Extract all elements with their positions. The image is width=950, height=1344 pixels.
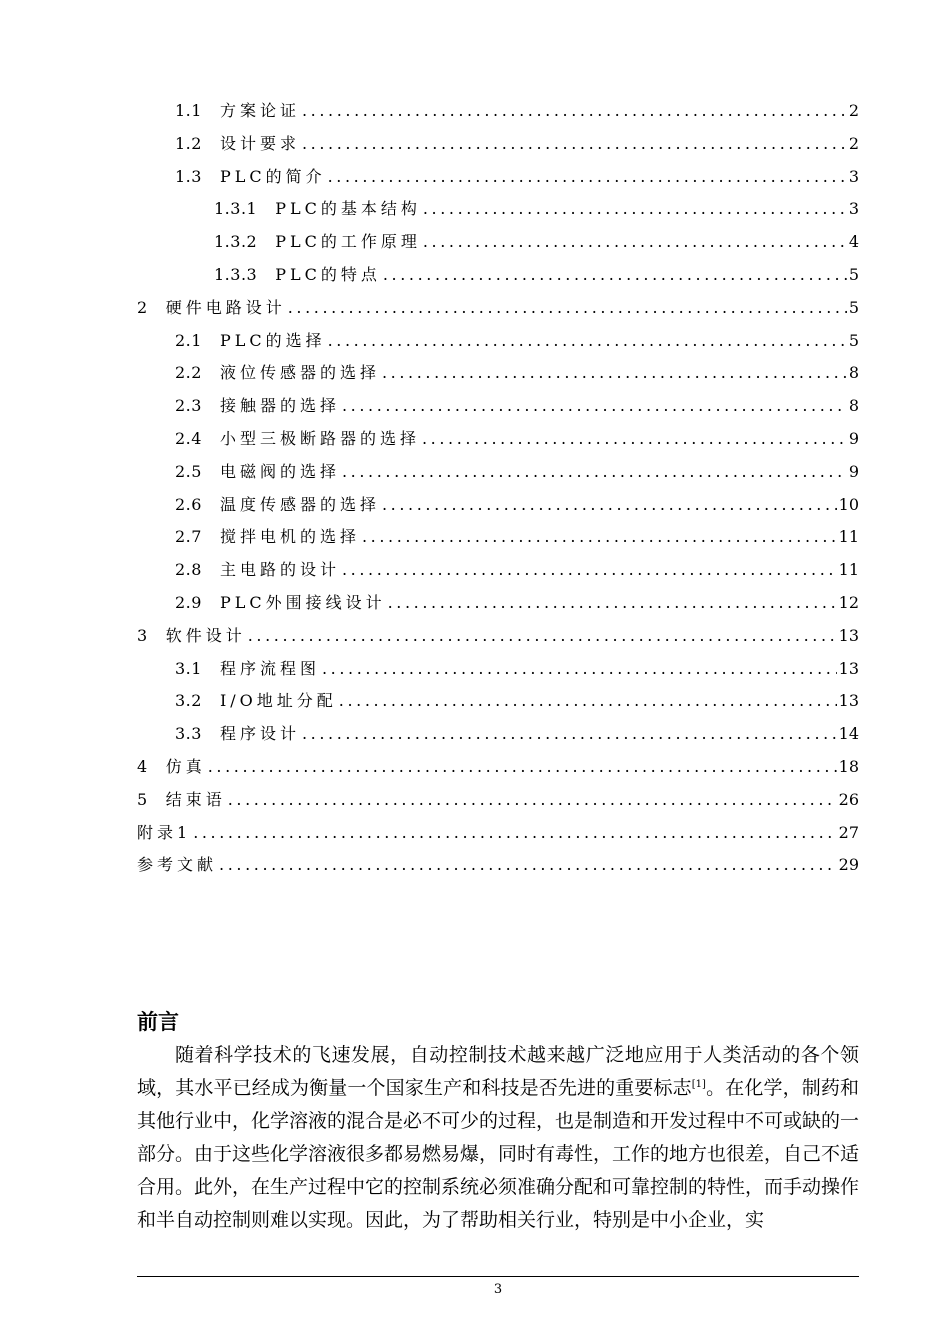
toc-entry-page: 14 xyxy=(838,724,859,744)
toc-entry-number: 2.2 xyxy=(175,363,202,383)
toc-entry[interactable] xyxy=(175,324,859,357)
toc-entry-page: 12 xyxy=(838,593,859,612)
toc-entry[interactable] xyxy=(175,717,859,750)
toc-entry[interactable] xyxy=(137,619,859,652)
toc-entry-page: 29 xyxy=(838,855,859,875)
toc-leader-dots xyxy=(302,94,847,127)
toc-entry-title: 小型三极断路器的选择 xyxy=(219,429,420,448)
toc-entry-number: 2 xyxy=(137,297,148,317)
toc-entry[interactable] xyxy=(214,192,859,225)
toc-entry-page: 9 xyxy=(848,429,859,448)
citation-marker[interactable]: [1] xyxy=(691,1079,706,1090)
toc-entry-number: 2.9 xyxy=(175,593,202,612)
toc-entry-title: 硬件电路设计 xyxy=(165,297,286,317)
toc-entry[interactable] xyxy=(175,389,859,422)
toc-entry-number: 1.3.1 xyxy=(214,199,258,219)
toc-leader-dots xyxy=(342,389,847,422)
intro-paragraph xyxy=(137,1039,859,1237)
toc-entry[interactable] xyxy=(175,160,859,193)
toc-entry-page: 5 xyxy=(848,297,859,317)
toc-entry-number: 2.3 xyxy=(175,396,202,416)
toc-entry[interactable] xyxy=(137,816,859,849)
toc-entry-page: 5 xyxy=(848,330,859,350)
toc-leader-dots xyxy=(339,684,837,717)
toc-leader-dots xyxy=(388,586,837,619)
toc-entry-number: 2.4 xyxy=(175,429,202,448)
toc-leader-dots xyxy=(342,553,837,586)
toc-entry-number: 1.3 xyxy=(175,166,202,186)
toc-entry[interactable] xyxy=(175,488,859,521)
section-heading: 前言 xyxy=(137,1010,179,1034)
toc-leader-dots xyxy=(228,783,837,816)
toc-entry-title: 参考文献 xyxy=(137,855,218,875)
toc-entry-title: 主电路的设计 xyxy=(219,560,340,580)
toc-entry-page: 3 xyxy=(848,199,859,219)
toc-entry-title: 仿真 xyxy=(165,757,206,776)
toc-entry-title: PLC的工作原理 xyxy=(275,232,421,252)
toc-entry-page: 8 xyxy=(848,396,859,416)
toc-entry-title: 接触器的选择 xyxy=(219,396,340,416)
toc-entry[interactable] xyxy=(214,225,859,258)
toc-entry-title: 方案论证 xyxy=(219,101,300,120)
toc-entry-title: PLC的基本结构 xyxy=(275,199,421,219)
toc-leader-dots xyxy=(208,750,837,783)
toc-entry[interactable] xyxy=(137,291,859,324)
footer-divider xyxy=(137,1276,859,1277)
toc-entry-page: 2 xyxy=(848,133,859,153)
toc-entry-title: 液位传感器的选择 xyxy=(219,363,380,383)
toc-leader-dots xyxy=(302,717,837,750)
toc-leader-dots xyxy=(219,848,837,881)
toc-leader-dots xyxy=(322,652,837,685)
toc-entry-number: 2.5 xyxy=(175,461,202,481)
toc-leader-dots xyxy=(362,520,837,553)
toc-entry[interactable] xyxy=(175,422,859,455)
toc-entry-page: 11 xyxy=(838,560,859,580)
toc-entry[interactable] xyxy=(175,127,859,160)
toc-leader-dots xyxy=(382,356,847,389)
toc-entry[interactable] xyxy=(175,520,859,553)
toc-entry-number: 5 xyxy=(137,789,148,809)
toc-leader-dots xyxy=(423,225,847,258)
toc-entry-page: 5 xyxy=(848,265,859,284)
toc-entry-number: 3.1 xyxy=(175,658,202,678)
toc-entry-title: PLC的简介 xyxy=(219,166,326,186)
toc-entry-number: 1.3.2 xyxy=(214,232,258,252)
toc-entry[interactable] xyxy=(137,848,859,881)
toc-leader-dots xyxy=(288,291,847,324)
toc-leader-dots xyxy=(382,488,837,521)
toc-entry-number: 2.7 xyxy=(175,527,202,547)
toc-leader-dots xyxy=(342,455,847,488)
toc-entry-number: 2.1 xyxy=(175,330,202,350)
toc-entry-page: 26 xyxy=(838,789,859,809)
toc-entry-page: 3 xyxy=(848,166,859,186)
toc-leader-dots xyxy=(383,258,847,291)
toc-entry[interactable] xyxy=(175,356,859,389)
toc-entry-number: 3.3 xyxy=(175,724,202,744)
toc-leader-dots xyxy=(422,422,847,455)
toc-leader-dots xyxy=(302,127,847,160)
toc-entry-number: 4 xyxy=(137,757,148,776)
toc-entry-page: 10 xyxy=(838,494,859,514)
toc-entry-title: 程序流程图 xyxy=(219,658,320,678)
toc-entry[interactable] xyxy=(175,652,859,685)
toc-entry[interactable] xyxy=(175,94,859,127)
paragraph-text-1: 随着科学技术的飞速发展，自动控制技术越来越广泛地应用于人类活动的各个领域，其水平已经成为衡量一个国家生产和科技是否先进的重要标志 xyxy=(137,1044,859,1099)
toc-entry-page: 11 xyxy=(838,527,859,547)
toc-entry-title: 温度传感器的选择 xyxy=(219,494,380,514)
page-number: 3 xyxy=(493,1282,503,1297)
toc-entry[interactable] xyxy=(137,750,859,783)
toc-entry-number: 2.8 xyxy=(175,560,202,580)
toc-entry-title: PLC的特点 xyxy=(275,265,381,284)
toc-leader-dots xyxy=(328,324,847,357)
toc-entry-title: 电磁阀的选择 xyxy=(219,461,340,481)
toc-entry-title: 程序设计 xyxy=(219,724,300,744)
toc-entry-number: 3 xyxy=(137,625,148,645)
toc-entry-page: 2 xyxy=(848,101,859,120)
toc-entry[interactable] xyxy=(214,258,859,291)
toc-entry-page: 13 xyxy=(838,691,859,711)
toc-entry-title: I/O地址分配 xyxy=(219,691,337,711)
toc-entry-title: 设计要求 xyxy=(219,133,300,153)
toc-leader-dots xyxy=(423,192,847,225)
toc-entry-title: 结束语 xyxy=(165,789,226,809)
toc-entry-number: 2.6 xyxy=(175,494,202,514)
toc-entry[interactable] xyxy=(175,553,859,586)
toc-entry-page: 13 xyxy=(838,658,859,678)
toc-entry-page: 4 xyxy=(848,232,859,252)
paragraph-text-2: 。在化学，制药和其他行业中，化学溶液的混合是必不可少的过程，也是制造和开发过程中不可或缺的一部分。由于这些化学溶液很多都易燃易爆，同时有毒性，工作的地方也很差，自己不适合用。此外，在生产过程中它的控制系统必须准确分配和可靠控制的特性，而手动操作和半自动控制则难以实现。因此，为了帮助相关行业，特别是中小企业，实 xyxy=(137,1077,860,1231)
toc-entry-page: 18 xyxy=(838,757,859,776)
toc-entry-title: 搅拌电机的选择 xyxy=(219,527,360,547)
toc-entry-title: PLC外围接线设计 xyxy=(219,593,386,612)
toc-entry-title: PLC的选择 xyxy=(219,330,326,350)
toc-entry-page: 13 xyxy=(838,625,859,645)
toc-entry-number: 1.1 xyxy=(175,101,202,120)
body-text xyxy=(137,1039,859,1237)
toc-entry-number: 3.2 xyxy=(175,691,202,711)
toc-entry-title: 软件设计 xyxy=(165,625,246,645)
toc-entry-number: 1.2 xyxy=(175,133,202,153)
toc-leader-dots xyxy=(248,619,837,652)
toc-leader-dots xyxy=(193,816,836,849)
toc-entry-page: 9 xyxy=(848,461,859,481)
toc-entry[interactable] xyxy=(175,684,859,717)
toc-entry-page: 8 xyxy=(848,363,859,383)
toc-entry-title: 附录1 xyxy=(137,822,192,842)
toc-entry[interactable] xyxy=(137,783,859,816)
toc-entry[interactable] xyxy=(175,586,859,619)
toc-entry-page: 27 xyxy=(838,822,859,842)
toc-entry[interactable] xyxy=(175,455,859,488)
toc-leader-dots xyxy=(328,160,847,193)
toc-entry-number: 1.3.3 xyxy=(214,265,258,284)
